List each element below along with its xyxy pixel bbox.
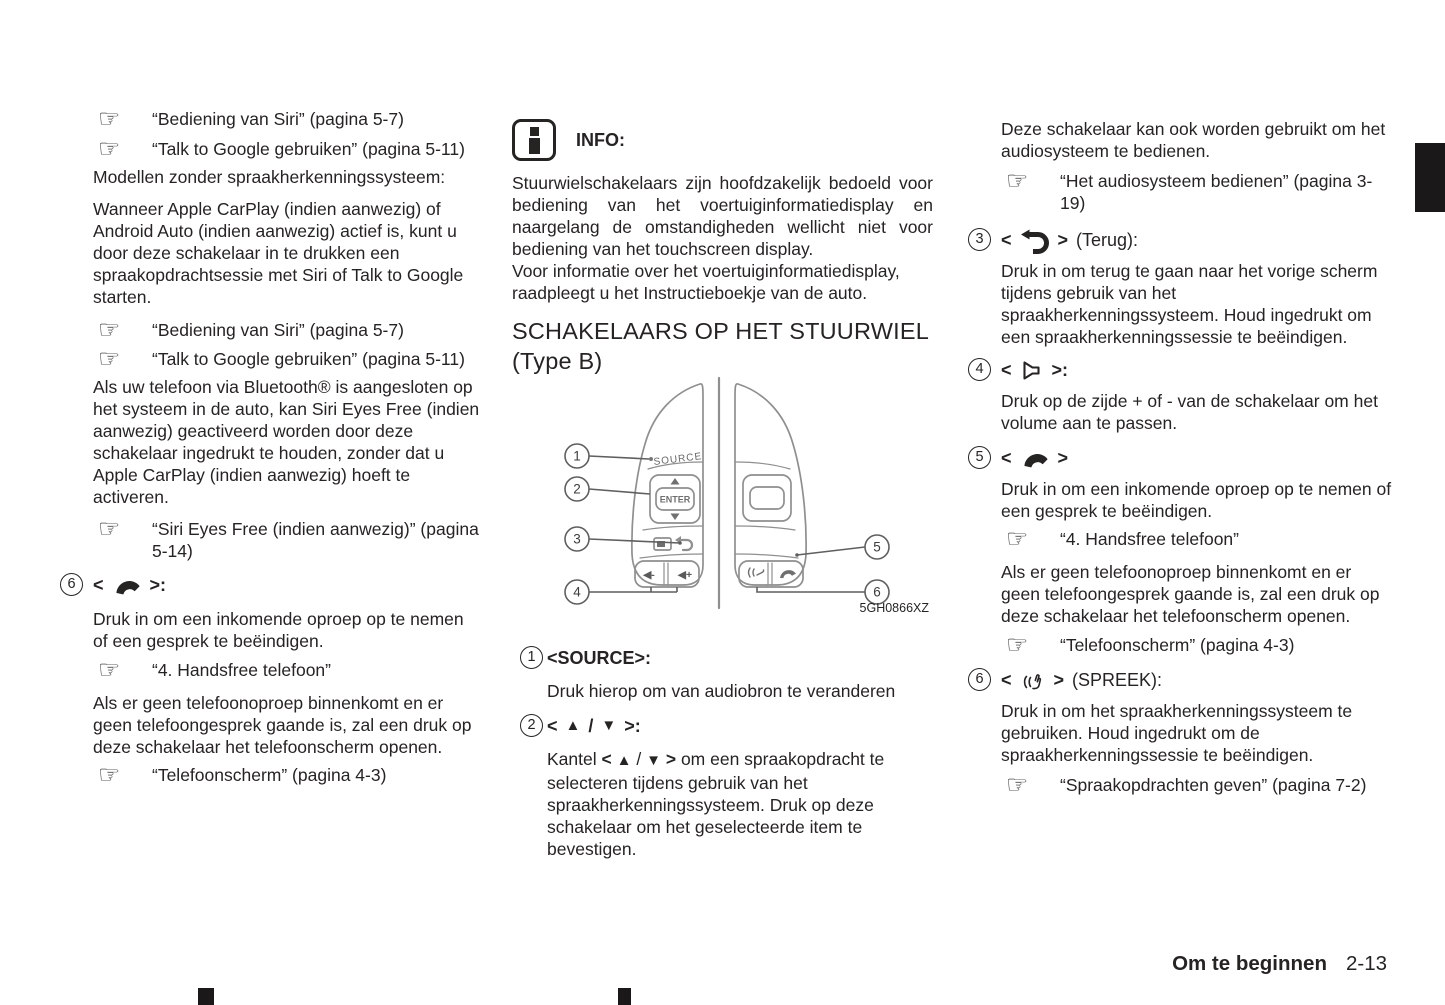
seek-plus-glyph: ◀+ (677, 569, 693, 581)
pointing-hand-icon: ☞ (98, 345, 121, 373)
tilt-up-arrow (671, 478, 680, 485)
page-footer (1172, 952, 1387, 976)
list-item-4-volume (966, 356, 1394, 384)
print-registration-mark (198, 988, 214, 1005)
paragraph (547, 748, 933, 860)
triangle-down-icon: ▼ (646, 752, 661, 769)
callout-number-1: 1 (520, 646, 543, 669)
seek-minus-glyph: ◀- (643, 569, 655, 581)
source-switch-label: SOURCE (653, 451, 703, 468)
page-reference-text: “Spraakopdrachten geven” (pagina 7-2) (1060, 775, 1367, 795)
page-reference (1006, 167, 1394, 214)
middle-column (512, 118, 933, 860)
paragraph: Druk hierop om van audiobron te veranderen (547, 681, 896, 701)
source-label: <SOURCE>: (547, 648, 652, 668)
paragraph: Deze schakelaar kan ook worden gebruikt om het audiosysteem te bedienen. (1001, 119, 1386, 161)
steering-wheel-switches-diagram (547, 372, 933, 622)
callout-5: 5 (873, 539, 881, 555)
bracket-open: < (1001, 360, 1012, 380)
bracket-open: < (547, 716, 558, 736)
pointing-hand-icon: ☞ (98, 135, 121, 163)
page-reference (1006, 631, 1394, 659)
slash: / (588, 716, 594, 736)
mini-speak-icon (749, 568, 764, 577)
back-icon (1020, 227, 1050, 254)
pointing-hand-icon: ☞ (98, 515, 121, 543)
text: Kantel (547, 749, 597, 769)
pointing-hand-icon: ☞ (98, 656, 121, 684)
paragraph: Druk in om een inkomende oproep op te nemen of een gesprek te beëindigen. (93, 609, 464, 651)
list-item-6-speak (966, 666, 1394, 694)
triangle-up-icon: ▲ (616, 752, 632, 769)
right-top-switch-button (750, 487, 784, 509)
section-heading: SCHAKELAARS OP HET STUURWIEL (Type B) (512, 318, 929, 374)
pointing-hand-icon: ☞ (98, 316, 121, 344)
callout-number-6: 6 (60, 573, 83, 596)
callout-6: 6 (873, 584, 881, 600)
info-note-header (512, 118, 933, 162)
pointing-hand-icon: ☞ (1006, 631, 1029, 659)
paragraph: Als uw telefoon via Bluetooth® is aangesloten op het systeem in de auto, kan Siri Eyes Free (indien aanwezig) geactiveerd worden door deze schakelaar ingedrukt te houden, zonder dat u Apple CarPlay (indien aanwezig) hoeft te activeren. (93, 377, 480, 507)
paragraph: Wanneer Apple CarPlay (indien aanwezig) of Android Auto (indien aanwezig) actief is, kunt u door deze schakelaar in te drukken een spraakopdrachtsessie met Siri of Talk to Google starten. (93, 199, 464, 307)
pointing-hand-icon: ☞ (1006, 167, 1029, 195)
page-reference-text: “Telefoonscherm” (pagina 4-3) (152, 765, 387, 785)
callout-2: 2 (573, 481, 581, 497)
callout-number-6: 6 (968, 668, 991, 691)
list-item-2-tilt (512, 712, 933, 740)
page-reference-text: “Talk to Google gebruiken” (pagina 5-11) (152, 139, 465, 159)
page-reference (98, 316, 482, 344)
phone-icon (1020, 447, 1050, 469)
bracket-close: > (1057, 230, 1069, 250)
bracket-open: < (1001, 670, 1012, 690)
paragraph: Druk in om terug te gaan naar het vorige scherm tijdens gebruik van het spraakherkenningssysteem. Houd ingedrukt om een spraakherkenningssessie te beëindigen. (1001, 261, 1378, 347)
callout-number-5: 5 (968, 446, 991, 469)
list-item-5-phone (966, 444, 1394, 472)
triangle-up-icon: ▲ (565, 717, 581, 734)
chapter-title: Om te beginnen (1172, 952, 1327, 975)
bracket-close: > (1053, 670, 1065, 690)
info-label: INFO: (576, 130, 625, 150)
right-column (966, 118, 1394, 799)
text: om een spraakopdracht te selecteren tijdens gebruik van het spraakherkenningssysteem. Druk op deze schakelaar om het geselecteerde item te bevestigen. (547, 749, 885, 859)
callout-1: 1 (573, 448, 581, 464)
callout-number-4: 4 (968, 358, 991, 381)
switch-name: (SPREEK): (1072, 670, 1163, 690)
page-reference (98, 515, 482, 562)
list-item-1-source (512, 644, 933, 672)
bracket-close: >: (1051, 360, 1069, 380)
page-reference-text: “4. Handsfree telefoon” (152, 660, 331, 680)
bracket-open: < (1001, 448, 1012, 468)
page-reference-text: “Siri Eyes Free (indien aanwezig)” (pagina 5-14) (152, 519, 479, 561)
triangle-down-icon: ▼ (601, 717, 617, 734)
page-reference-text: “4. Handsfree telefoon” (1060, 529, 1239, 549)
paragraph: Modellen zonder spraakherkenningssysteem: (93, 167, 446, 187)
paragraph: Druk in om het spraakherkenningssysteem te gebruiken. Houd ingedrukt om de spraakherkenningssessie te beëindigen. (1001, 701, 1353, 765)
enter-switch-label: ENTER (659, 494, 691, 505)
page-reference (98, 345, 482, 373)
bracket-open: < (93, 575, 104, 595)
page-reference-text: “Bediening van Siri” (pagina 5-7) (152, 109, 404, 129)
bracket-open: < (1001, 230, 1012, 250)
callout-3: 3 (573, 531, 581, 547)
callout-number-3: 3 (968, 228, 991, 251)
paragraph: Druk op de zijde + of - van de schakelaar om het volume aan te passen. (1001, 391, 1378, 433)
figure-code: 5GH0866XZ (859, 601, 929, 615)
callout-4: 4 (573, 584, 581, 600)
page-reference (98, 135, 482, 163)
bracket-close: > (1057, 448, 1069, 468)
bracket-close: >: (149, 575, 167, 595)
callout-number-2: 2 (520, 714, 543, 737)
pointing-hand-icon: ☞ (98, 761, 121, 789)
list-item-6-phone-switch (58, 571, 482, 599)
paragraph: Voor informatie over het voertuiginformatiedisplay, raadpleegt u het Instructieboekje van de auto. (512, 261, 900, 303)
pointing-hand-icon: ☞ (1006, 771, 1029, 799)
page-reference (98, 656, 482, 684)
info-icon (512, 119, 556, 161)
page-reference-text: “Bediening van Siri” (pagina 5-7) (152, 320, 404, 340)
chapter-thumb-tab (1415, 143, 1445, 212)
list-item-3-back (966, 226, 1394, 254)
page-reference-text: “Telefoonscherm” (pagina 4-3) (1060, 635, 1295, 655)
mini-phone-icon (780, 570, 796, 578)
left-column (58, 105, 482, 789)
page-number: 2-13 (1345, 952, 1387, 975)
page-reference (1006, 525, 1394, 553)
tilt-down-arrow (671, 514, 680, 521)
page-reference (98, 761, 482, 789)
bracket-close: > (665, 749, 677, 769)
phone-icon (112, 574, 142, 596)
slash: / (636, 749, 642, 769)
paragraph: Als er geen telefoonoproep binnenkomt en er geen telefoongesprek gaande is, zal een druk op deze schakelaar het telefoonscherm openen. (93, 693, 472, 757)
speak-icon (1020, 668, 1046, 692)
print-registration-mark (618, 988, 631, 1005)
speaker-icon (1020, 358, 1044, 383)
paragraph: Als er geen telefoonoproep binnenkomt en er geen telefoongesprek gaande is, zal een druk op deze schakelaar het telefoonscherm openen. (1001, 562, 1380, 626)
page-reference (98, 105, 482, 133)
bracket-open: < (601, 749, 612, 769)
pointing-hand-icon: ☞ (98, 105, 121, 133)
paragraph: Stuurwielschakelaars zijn hoofdzakelijk bedoeld voor bediening van het voertuiginformatiedisplay en naargelang de omstandigheden wellicht niet voor bediening van het touchscreen display. (512, 173, 933, 259)
paragraph: Druk in om een inkomende oproep op te nemen of een gesprek te beëindigen. (1001, 479, 1392, 521)
page-reference-text: “Het audiosysteem bedienen” (pagina 3-19) (1060, 171, 1373, 213)
switch-name: (Terug): (1076, 230, 1139, 250)
page-reference (1006, 771, 1394, 799)
pointing-hand-icon: ☞ (1006, 525, 1029, 553)
page-reference-text: “Talk to Google gebruiken” (pagina 5-11) (152, 349, 465, 369)
back-switch (680, 540, 692, 550)
bracket-close: >: (624, 716, 641, 736)
